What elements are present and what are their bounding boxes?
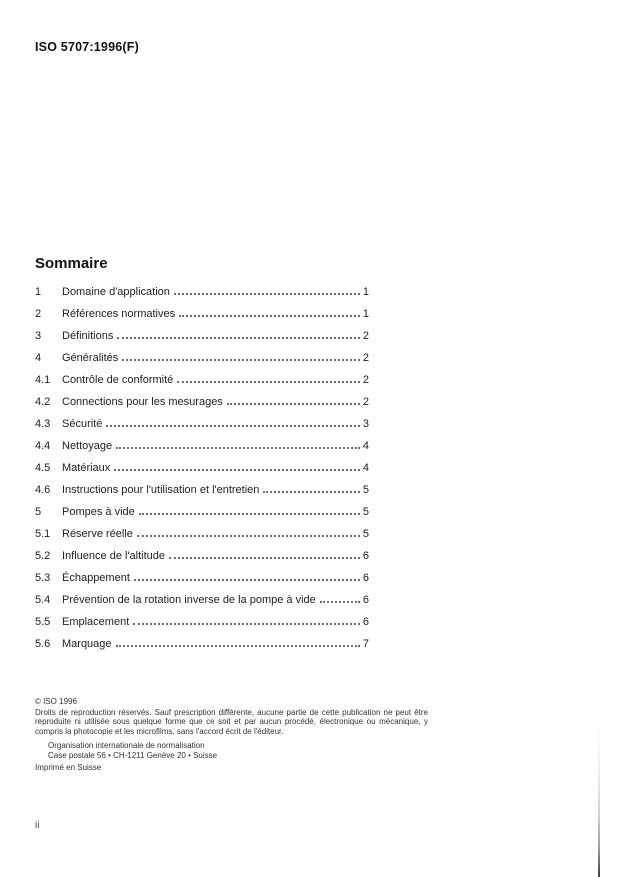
toc-heading: Sommaire bbox=[35, 255, 108, 272]
toc-entry-title: Références normatives bbox=[62, 308, 176, 320]
copyright-notice: © ISO 1996 bbox=[35, 697, 77, 706]
toc-entry-row bbox=[35, 308, 369, 330]
toc-entry-number: 4.2 bbox=[35, 396, 51, 408]
toc-entry-row bbox=[35, 616, 369, 638]
toc-entry-number: 4.4 bbox=[35, 440, 51, 452]
toc-entry-title: Réserve réelle bbox=[62, 528, 133, 540]
toc-entry-title: Prévention de la rotation inverse de la pompe à vide bbox=[62, 594, 316, 606]
toc-entry-page: 2 bbox=[362, 352, 369, 364]
toc-list bbox=[35, 286, 369, 660]
toc-entry-page: 6 bbox=[362, 572, 369, 584]
toc-entry-row bbox=[35, 484, 369, 506]
toc-dotted-leader bbox=[114, 469, 360, 471]
publisher-address: Case postale 56 • CH-1211 Genève 20 • Suisse bbox=[48, 750, 218, 760]
toc-entry-page: 1 bbox=[362, 308, 369, 320]
toc-entry-row bbox=[35, 594, 369, 616]
toc-entry-title: Contrôle de conformité bbox=[62, 374, 174, 386]
toc-entry-row bbox=[35, 330, 369, 352]
toc-entry-page: 1 bbox=[362, 286, 369, 298]
toc-dotted-leader bbox=[116, 645, 360, 647]
toc-entry-page: 7 bbox=[362, 638, 369, 650]
toc-entry-row bbox=[35, 374, 369, 396]
toc-entry-number: 4.6 bbox=[35, 484, 51, 496]
publisher-address-block bbox=[48, 741, 428, 760]
toc-dotted-leader bbox=[179, 315, 360, 317]
toc-entry-row bbox=[35, 528, 369, 550]
toc-entry-title: Sécurité bbox=[62, 418, 103, 430]
printed-in-line: Imprimé en Suisse bbox=[35, 763, 102, 772]
toc-entry-number: 4.5 bbox=[35, 462, 51, 474]
toc-entry-row bbox=[35, 550, 369, 572]
toc-entry-title: Matériaux bbox=[62, 462, 111, 474]
toc-dotted-leader bbox=[320, 601, 360, 603]
copyright-block bbox=[35, 697, 428, 773]
toc-dotted-leader bbox=[169, 557, 360, 559]
toc-entry-page: 4 bbox=[362, 440, 369, 452]
toc-entry-title: Emplacement bbox=[62, 616, 130, 628]
toc-entry-page: 2 bbox=[362, 374, 369, 386]
toc-entry-title: Influence de l'altitude bbox=[62, 550, 166, 562]
toc-dotted-leader bbox=[133, 623, 360, 625]
toc-entry-page: 6 bbox=[362, 594, 369, 606]
toc-entry-row bbox=[35, 418, 369, 440]
toc-entry-row bbox=[35, 352, 369, 374]
toc-entry-title: Définitions bbox=[62, 330, 114, 342]
toc-entry-title: Connections pour les mesurages bbox=[62, 396, 223, 408]
toc-entry-number: 4.1 bbox=[35, 374, 51, 386]
toc-entry-number: 5 bbox=[35, 506, 42, 518]
toc-dotted-leader bbox=[122, 359, 360, 361]
toc-dotted-leader bbox=[177, 381, 360, 383]
toc-entry-page: 6 bbox=[362, 616, 369, 628]
toc-entry-page: 5 bbox=[362, 484, 369, 496]
page-number: ii bbox=[35, 820, 40, 831]
toc-entry-number: 5.5 bbox=[35, 616, 51, 628]
toc-entry-title: Pompes à vide bbox=[62, 506, 135, 518]
toc-dotted-leader bbox=[227, 403, 360, 405]
toc-entry-number: 5.1 bbox=[35, 528, 51, 540]
toc-entry-page: 3 bbox=[362, 418, 369, 430]
toc-entry-number: 5.4 bbox=[35, 594, 51, 606]
publisher-name: Organisation internationale de normalisation bbox=[48, 741, 205, 750]
toc-entry-title: Marquage bbox=[62, 638, 112, 650]
toc-entry-row bbox=[35, 286, 369, 308]
toc-entry-page: 5 bbox=[362, 506, 369, 518]
toc-entry-number: 3 bbox=[35, 330, 42, 342]
toc-entry-row bbox=[35, 506, 369, 528]
toc-dotted-leader bbox=[263, 491, 359, 493]
toc-entry-number: 5.3 bbox=[35, 572, 51, 584]
toc-entry-number: 4.3 bbox=[35, 418, 51, 430]
toc-entry-number: 5.6 bbox=[35, 638, 51, 650]
toc-entry-row bbox=[35, 462, 369, 484]
toc-dotted-leader bbox=[174, 293, 360, 295]
toc-entry-number: 1 bbox=[35, 286, 42, 298]
toc-entry-title: Nettoyage bbox=[62, 440, 113, 452]
rights-statement: Droits de reproduction réservés. Sauf prescription différente, aucune partie de cette publication ne peut être reproduite ni utilisée sous quelque forme que ce soit et par aucun procédé, électronique ou mécanique, y compris la photocopie et les microfilms, sans l'accord écrit de l'éditeur. bbox=[35, 707, 428, 736]
toc-entry-title: Généralités bbox=[62, 352, 119, 364]
toc-dotted-leader bbox=[116, 447, 360, 449]
toc-entry-title: Instructions pour l'utilisation et l'entretien bbox=[62, 484, 260, 496]
toc-entry-number: 4 bbox=[35, 352, 42, 364]
toc-dotted-leader bbox=[117, 337, 360, 339]
toc-entry-title: Domaine d'application bbox=[62, 286, 170, 298]
toc-entry-page: 2 bbox=[362, 396, 369, 408]
toc-entry-row bbox=[35, 638, 369, 660]
toc-entry-page: 5 bbox=[362, 528, 369, 540]
toc-dotted-leader bbox=[137, 535, 360, 537]
toc-entry-page: 2 bbox=[362, 330, 369, 342]
toc-entry-row bbox=[35, 396, 369, 418]
toc-entry-number: 2 bbox=[35, 308, 42, 320]
toc-entry-title: Échappement bbox=[62, 572, 130, 584]
toc-dotted-leader bbox=[139, 513, 360, 515]
toc-entry-row bbox=[35, 440, 369, 462]
toc-dotted-leader bbox=[106, 425, 360, 427]
toc-entry-page: 4 bbox=[362, 462, 369, 474]
scan-artifact-line bbox=[598, 720, 600, 877]
toc-entry-page: 6 bbox=[362, 550, 369, 562]
table-of-contents bbox=[35, 255, 369, 660]
toc-entry-row bbox=[35, 572, 369, 594]
toc-dotted-leader bbox=[134, 579, 360, 581]
document-reference: ISO 5707:1996(F) bbox=[35, 40, 139, 54]
toc-entry-number: 5.2 bbox=[35, 550, 51, 562]
